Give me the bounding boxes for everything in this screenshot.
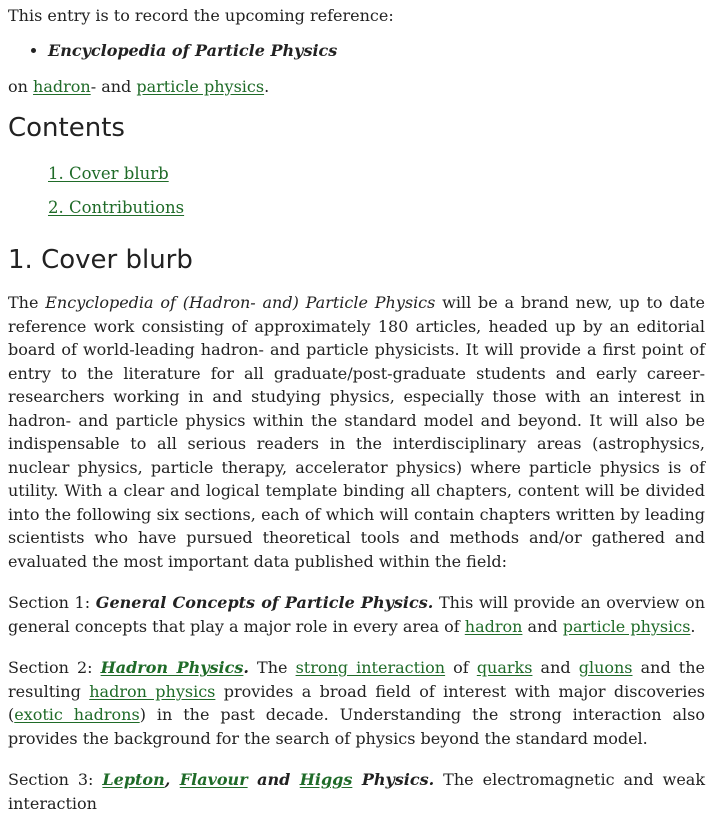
section-3-title-tail: Physics. xyxy=(352,770,435,789)
blurb-body: will be a brand new, up to date reference work consisting of approximately 180 articles, headed up by an editorial board of world-leading hadron- and particle physicists. It will provide a first point of entry to the literature for all graduate/post-graduate students and early career-researchers working in and studying physics, especially those with an interest in hadron- and particle physics within the standard model and beyond. It will also be indispensable to all serious readers in the interdisciplinary areas (astrophysics, nuclear physics, particle therapy, accelerator physics) where particle physics is of utility. With a clear and logical template binding all chapters, content will be divided into the following six sections, each of which will contain chapters written by leading scientists who have pursued theoretical tools and methods and/or gathered and evaluated the most important data published within the field: xyxy=(8,293,705,571)
section-3-paragraph xyxy=(8,768,705,815)
strong-interaction-link[interactable]: strong interaction xyxy=(295,658,446,677)
intro-text: This entry is to record the upcoming reference: xyxy=(8,6,394,25)
reference-list xyxy=(8,37,705,65)
hadron-link[interactable]: hadron xyxy=(33,76,91,96)
reference-item: • Encyclopedia of Particle Physics xyxy=(48,37,705,65)
section-3-text: The electromagnetic and weak interaction xyxy=(8,770,706,813)
encyclopedia-title: Encyclopedia of (Hadron- and) Particle Physics xyxy=(45,293,436,312)
section-1-label: Section 1: xyxy=(8,593,96,612)
topic-line xyxy=(8,75,705,99)
hadron-link[interactable]: hadron xyxy=(464,616,523,636)
blurb-paragraph xyxy=(8,291,705,573)
section-1-title: General Concepts of Particle Physics. xyxy=(95,593,434,612)
toc-item xyxy=(48,157,705,191)
exotic-hadrons-link[interactable]: exotic hadrons xyxy=(14,705,140,724)
section-3-and: and xyxy=(247,770,300,789)
section-2-paragraph xyxy=(8,656,705,750)
section-1-text: This will provide an overview on general concepts that play a major role in every area of xyxy=(8,593,705,636)
particle-physics-link[interactable]: particle physics xyxy=(562,616,691,636)
section-2-title-dot: . xyxy=(243,658,249,677)
flavour-link[interactable]: Flavour xyxy=(179,770,248,789)
section-2-resulting: and the resulting xyxy=(8,658,705,701)
section-1-end: . xyxy=(690,616,696,636)
section-2-mid: provides a broad field of interest with major discoveries ( xyxy=(8,681,706,724)
section-2-of: of xyxy=(445,658,477,677)
topic-mid: - and xyxy=(90,76,137,96)
section-3-label: Section 3: xyxy=(8,770,103,789)
section-2-end: ) in the past decade. Understanding the strong interaction also provides the background for the search of physics beyond the standard model. xyxy=(8,705,706,748)
cover-blurb-heading: 1. Cover blurb xyxy=(8,245,193,275)
section-2-the: The xyxy=(248,658,296,677)
section-2-label: Section 2: xyxy=(8,658,101,677)
toc-link-contributions[interactable]: 2. Contributions xyxy=(48,198,185,217)
table-of-contents xyxy=(8,157,705,225)
section-1-and: and xyxy=(522,616,563,636)
contents-heading: Contents xyxy=(8,113,125,143)
lepton-link[interactable]: Lepton xyxy=(102,770,165,789)
section-3-comma: , xyxy=(164,770,180,789)
section-3-title xyxy=(102,770,434,789)
gluons-link[interactable]: gluons xyxy=(578,658,633,677)
toc-link-cover-blurb[interactable]: 1. Cover blurb xyxy=(48,164,169,183)
section-2-title xyxy=(101,658,249,677)
section-2-and: and xyxy=(532,658,579,677)
blurb-the: The xyxy=(8,293,46,312)
toc-item xyxy=(48,191,705,225)
section-1-paragraph xyxy=(8,591,705,638)
quarks-link[interactable]: quarks xyxy=(476,658,533,677)
higgs-link[interactable]: Higgs xyxy=(299,770,353,789)
topic-suffix: . xyxy=(264,76,270,96)
topic-prefix: on xyxy=(8,76,34,96)
particle-physics-link[interactable]: particle physics xyxy=(136,76,265,96)
hadron-physics-title-link[interactable]: Hadron Physics xyxy=(100,658,244,677)
hadron-physics-link[interactable]: hadron physics xyxy=(89,681,216,701)
